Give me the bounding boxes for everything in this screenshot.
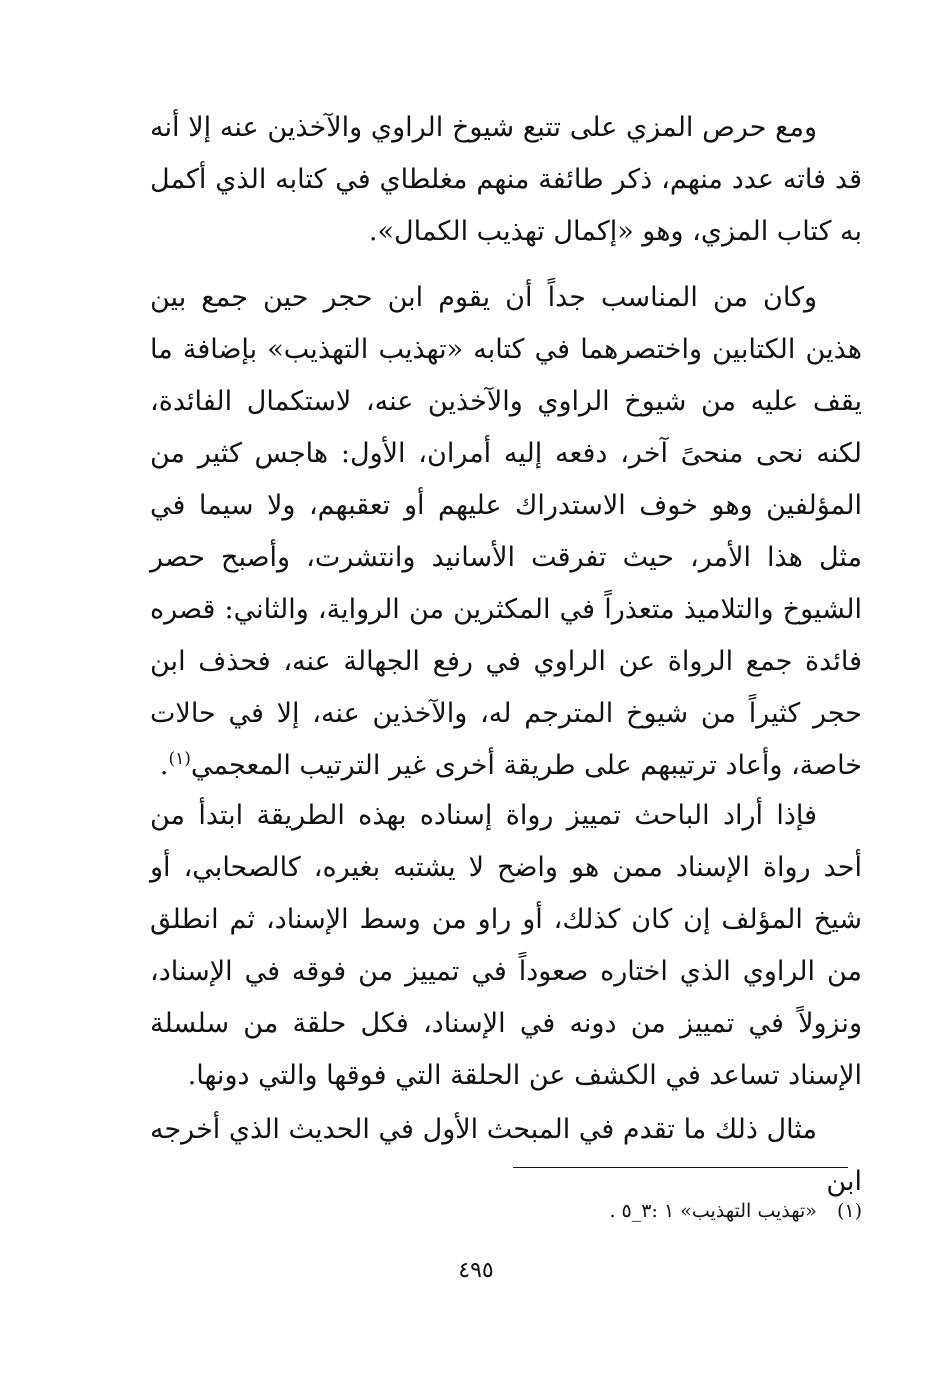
footnote-number: (١) (836, 1200, 862, 1222)
paragraph-2-end: . (159, 750, 169, 781)
paragraph-4 (150, 1104, 862, 1208)
paragraph-1 (150, 102, 862, 258)
paragraph-2-text: وكان من المناسب جداً أن يقوم ابن حجر حين جمع بين هذين الكتابين واختصرهما في كتابه «تهذيب التهذيب» بإضافة ما يقف عليه من شيوخ الراوي والآخذين عنه، لاستكمال الفائدة، لكنه نحى منحىً آخر، دفعه إليه أمران، الأول: هاجس كثير من المؤلفين وهو خوف الاستدراك عليهم أو تعقبهم، ولا سيما في مثل هذا الأمر، حيث تفرقت الأسانيد وانتشرت، وأصبح حصر الشيوخ والتلاميذ متعذراً في المكثرين من الرواية، والثاني: قصره فائدة جمع الرواة عن الراوي في رفع الجهالة عنه، فحذف ابن حجر كثيراً من شيوخ المترجم له، والآخذين عنه، إلا في حالات خاصة، وأعاد ترتيبهم على طريقة أخرى غير الترتيب المعجمي (150, 282, 862, 781)
footnote-text: «تهذيب التهذيب» ١ :٣_٥ . (609, 1200, 817, 1222)
paragraph-1-text: ومع حرص المزي على تتبع شيوخ الراوي والآخذين عنه إلا أنه قد فاته عدد منهم، ذكر طائفة منهم مغلطاي في كتابه الذي أكمل به كتاب المزي، وهو «إكمال تهذيب الكمال». (150, 112, 862, 247)
paragraph-3-text: فإذا أراد الباحث تمييز رواة إسناده بهذه الطريقة ابتدأ من أحد رواة الإسناد ممن هو واضح لا يشتبه بغيره، كالصحابي، أو شيخ المؤلف إن كان كذلك، أو راو من وسط الإسناد، ثم انطلق من الراوي الذي اختاره صعوداً في تمييز من فوقه في الإسناد، ونزولاً في تمييز من دونه في الإسناد، فكل حلقة من سلسلة الإسناد تساعد في الكشف عن الحلقة التي فوقها والتي دونها. (150, 800, 862, 1091)
page-number: ٤٩٥ (458, 1258, 494, 1283)
paragraph-2 (150, 272, 862, 792)
paragraph-4-text: مثال ذلك ما تقدم في المبحث الأول في الحديث الذي أخرجه ابن (150, 1114, 862, 1197)
footnote-divider (513, 1167, 848, 1168)
footnote (400, 1196, 862, 1226)
footnote-reference: (١) (168, 749, 191, 769)
paragraph-3 (150, 790, 862, 1102)
